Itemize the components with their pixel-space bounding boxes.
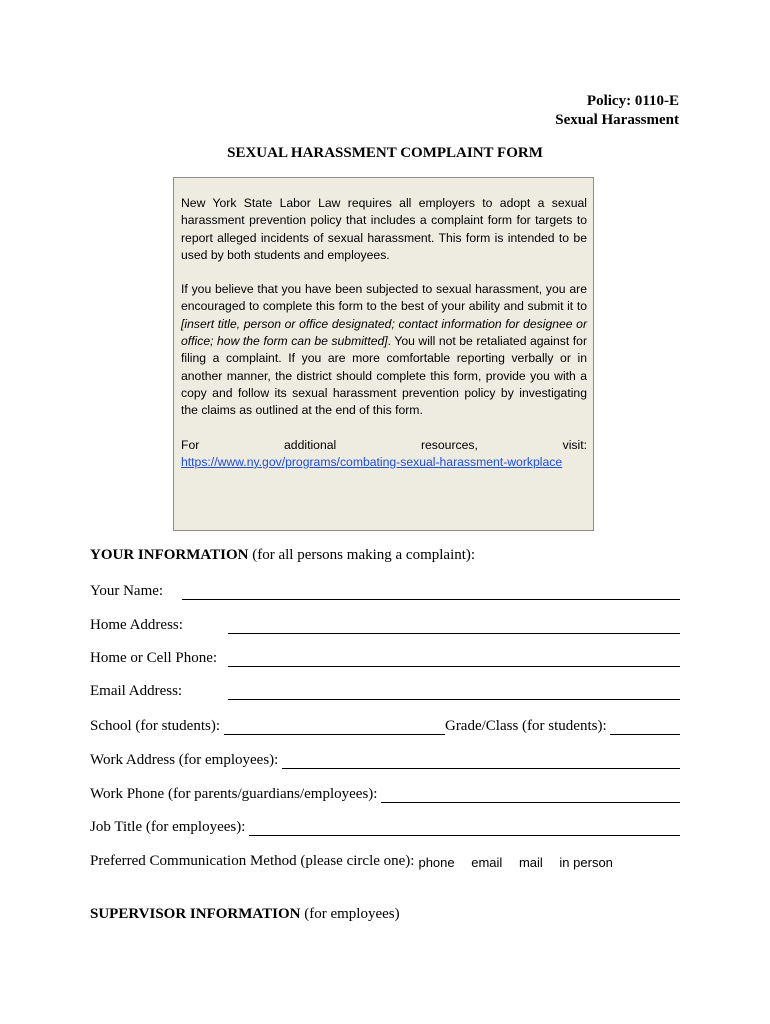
- name-label: Your Name:: [90, 583, 164, 599]
- notice-paragraph-2-end: . You will not be retaliated against for filing a complaint. If you are more comfortable reporting verbally or in another manner, the district should complete this form, provide you with a copy and follow its sexual harassment prevention policy by investigating the claims as outlined at the end of this form.: [181, 334, 587, 418]
- resources-word: additional: [284, 437, 337, 452]
- school-field[interactable]: [224, 720, 445, 735]
- home-address-field[interactable]: [228, 619, 680, 634]
- option-mail[interactable]: mail: [518, 855, 543, 870]
- phone-label: Home or Cell Phone:: [90, 650, 218, 666]
- your-information-subtitle: (for all persons making a complaint):: [248, 547, 476, 563]
- policy-header: [555, 92, 679, 130]
- name-row: [90, 583, 680, 600]
- notice-paragraph-1: New York State Labor Law requires all employers to adopt a sexual harassment prevention policy that includes a complaint form for targets to report alleged incidents of sexual harassment. This form is intended to be used by both students and employees.: [181, 196, 587, 262]
- communication-label: Preferred Communication Method (please circle one):: [90, 853, 415, 869]
- notice-placeholder: [insert title, person or office designated; contact information for designee or office; how the form can be submitted]: [181, 316, 587, 349]
- home-address-label: Home Address:: [90, 617, 183, 633]
- school-row: [90, 718, 680, 735]
- your-information-title: YOUR INFORMATION: [90, 547, 249, 563]
- form-title: SEXUAL HARASSMENT COMPLAINT FORM: [227, 145, 543, 161]
- email-label: Email Address:: [90, 683, 183, 699]
- notice-box: [173, 177, 594, 531]
- email-field[interactable]: [228, 685, 680, 700]
- option-email[interactable]: email: [471, 855, 503, 870]
- resources-link[interactable]: https://www.ny.gov/programs/combating-sexual-harassment-workplace: [181, 454, 563, 469]
- option-in-person[interactable]: in person: [559, 855, 613, 870]
- supervisor-information-heading: [90, 906, 400, 923]
- policy-name: Sexual Harassment: [555, 112, 679, 128]
- work-address-row: [90, 752, 680, 769]
- grade-label: Grade/Class (for students):: [444, 718, 607, 734]
- supervisor-information-subtitle: (for employees): [300, 906, 400, 922]
- communication-row: [90, 853, 680, 870]
- phone-row: [90, 650, 680, 667]
- email-row: [90, 683, 680, 700]
- name-field[interactable]: [182, 585, 680, 600]
- work-phone-row: [90, 786, 680, 803]
- work-phone-field[interactable]: [381, 788, 680, 803]
- notice-paragraph-2-start: If you believe that you have been subjected to sexual harassment, you are encouraged to complete this form to the best of your ability and submit it to: [181, 282, 587, 314]
- school-label: School (for students):: [90, 718, 220, 734]
- resources-line: [181, 437, 587, 454]
- resources-word: visit:: [562, 437, 587, 452]
- work-phone-label: Work Phone (for parents/guardians/employees):: [90, 786, 378, 802]
- policy-number: Policy: 0110-E: [586, 93, 679, 109]
- grade-field[interactable]: [610, 720, 680, 735]
- home-address-row: [90, 617, 680, 634]
- job-title-label: Job Title (for employees):: [90, 819, 246, 835]
- communication-options: [418, 855, 625, 870]
- phone-field[interactable]: [228, 652, 680, 667]
- job-title-row: [90, 819, 680, 836]
- job-title-field[interactable]: [249, 821, 680, 836]
- your-information-heading: [90, 547, 475, 564]
- supervisor-information-title: SUPERVISOR INFORMATION: [90, 906, 301, 922]
- resources-word: resources,: [420, 437, 478, 452]
- resources-word: For: [181, 437, 200, 452]
- notice-paragraph-2: [181, 281, 587, 419]
- work-address-label: Work Address (for employees):: [90, 752, 279, 768]
- work-address-field[interactable]: [282, 754, 680, 769]
- option-phone[interactable]: phone: [418, 855, 455, 870]
